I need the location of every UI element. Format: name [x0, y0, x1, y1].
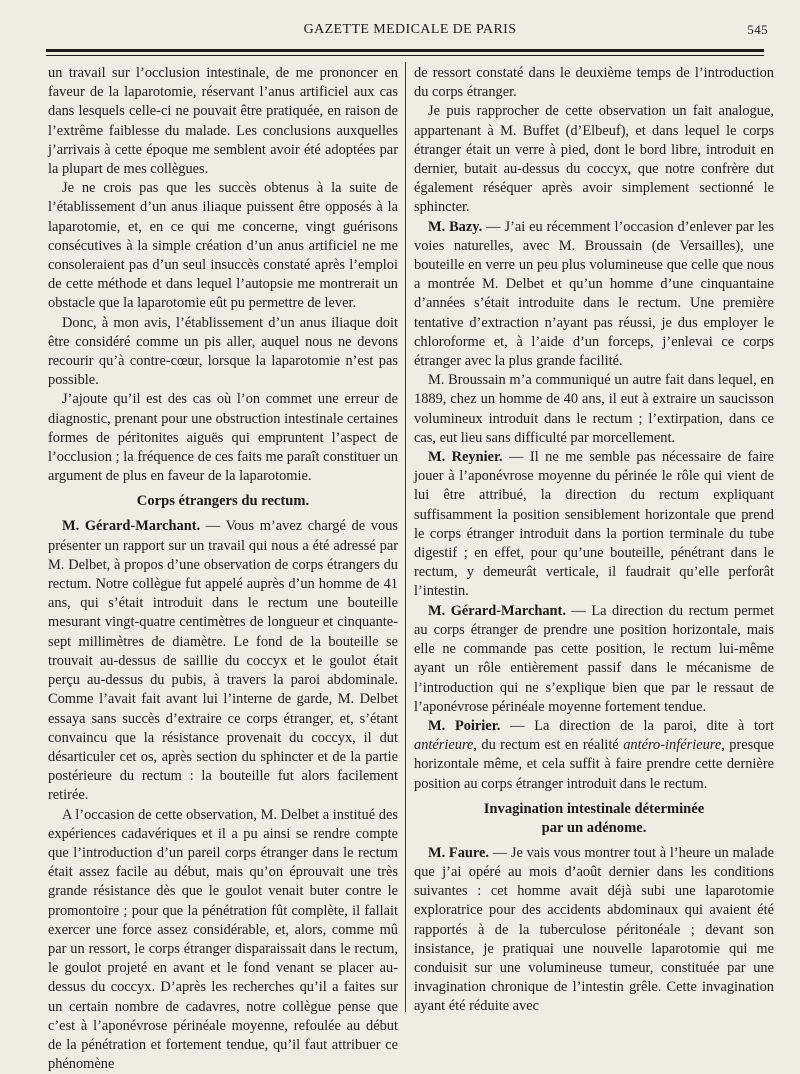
paragraph-text: , presque horizontale même, et cela suffit à faire prendre cette dernière position au corps étranger introduit dans le rectum. [414, 737, 775, 792]
speaker-name: M. Reynier. [428, 449, 503, 466]
paragraph: Je puis rapprocher de cette observation un fait analogue, appartenant à M. Buffet (d’Elbeuf), et dans lequel le corps étranger était un verre à pied, dont le bord libre, introduit en dernier, butait au-dessus du coccyx, que notre confrère dut également réséquer après avoir simplement sectionné le sphincter. [414, 103, 774, 216]
speaker-name: M. Poirier. [428, 717, 501, 734]
paragraph: Donc, à mon avis, l’établissement d’un anus iliaque doit être considéré comme un pis aller, auquel nous ne devons recourir qu’à contre-cœur, lorsque la laparotomie n’est pas possible. [48, 314, 398, 389]
journal-title: GAZETTE MEDICALE DE PARIS [303, 22, 517, 37]
paragraph: J’ajoute qu’il est des cas où l’on commet une erreur de diagnostic, prenant pour une obstruction intestinale certaines formes de péritonites aiguës qui empruntent l’aspect de l’occlusion ; la fréquence de ces faits me paraît constituer un argument de plus en faveur de la laparotomie. [48, 391, 398, 485]
heading-line: par un adénome. [541, 819, 647, 836]
paragraph-text: , du rectum est en réalité [473, 737, 624, 754]
paragraph [414, 448, 774, 602]
heading-line: Invagination intestinale déterminée [483, 800, 705, 817]
paragraph-text: — J’ai eu récemment l’occasion d’enlever par les voies naturelles, avec M. Broussain (de Versailles), une bouteille en verre un peu plus volumineuse que celle que nous a montrée M. Delbet et qu’un homme d’une cinquantaine d’années s’était introduite dans le rectum. Une première tentative d’extraction n’ayant pas réussi, je dus employer le chloroforme et, à l’aide d’un forceps, j’enlevai ce corps étranger avec la plus grande facilité. [414, 218, 774, 370]
paragraph [414, 218, 774, 372]
right-column [414, 64, 774, 1017]
paragraph: de ressort constaté dans le deuxième temps de l’introduction du corps étranger. [414, 65, 774, 101]
paragraph: M. Broussain m’a communiqué un autre fait dans lequel, en 1889, chez un homme de 40 ans, il eut à extraire un saucisson volumineux introduit dans le rectum ; l’extirpation, dans ce cas, eut lieu sans difficulté par morcellement. [414, 372, 774, 446]
paragraph: A l’occasion de cette observation, M. Delbet a institué des expériences cadavériques et il a pu ainsi se rendre compte que l’introduction d’un pareil corps étranger dans le rectum était assez facile au début, mais qu’on éprouvait une très grande résistance dès que le goulot venait buter contre le promontoire ; pour que la pénétration fût complète, il fallait exercer une force assez considérable, et, alors, comme mû par un ressort, le corps étranger disparaissait dans le rectum, le goulot projeté en avant et le fond venant se placer au-dessus du coccyx. D’après les recherches qu’il a faites sur un certain nombre de cadavres, notre collègue pense que c’est à l’aponévrose périnéale moyenne, refoulée au début de la pénétration et fortement tendue, qu’il faut attribuer ce phénomène [48, 806, 398, 1073]
section-heading [414, 800, 774, 838]
speaker-name: M. Bazy. [428, 218, 483, 235]
section-heading: Corps étrangers du rectum. [136, 493, 310, 510]
header-rule-thick [46, 49, 764, 52]
italic-term: antérieure [414, 737, 474, 754]
paragraph-text: — Vous m’avez chargé de vous présenter un rapport sur un travail qui nous a été adressé par M. Delbet, à propos d’une observation de corps étrangers du rectum. Notre collègue fut appelé auprès d’un homme de 41 ans, qui s’était introduit dans le rectum une bouteille mesurant vingt-quatre centimètres de longueur et cinquante-sept millimètres de diamètre. Le fond de la bouteille se trouvait au-dessus de saillie du coccyx et le goulot était perçu au-dessus du pubis, à travers la paroi abdominale. Comme l’avait fait avant lui l’interne de garde, M. Delbet essaya sans succès d’extraire ce corps étranger, et, s’étant convaincu que la résistance provenait du coccyx, il dut désarticuler cet os, après section du sphincter et de la partie postérieure du rectum : la bouteille fut alors facilement retirée. [48, 518, 398, 804]
italic-term: antéro-inférieure [623, 737, 722, 754]
page-number: 545 [747, 22, 768, 37]
speaker-name: M. Gérard-Marchant. [428, 602, 566, 619]
paragraph-text: — La direction de la paroi, dite à tort [500, 717, 774, 734]
paragraph-text: — Je vais vous montrer tout à l’heure un malade que j’ai opéré au mois d’août dernier dans les conditions suivantes : cet homme avait déjà subi une laparotomie exploratrice pour des accidents abdominaux qui avaient été rapportés à de la tuberculose péritonéale ; devant son insistance, je pratiquai une nouvelle laparotomie qui me conduisit sur une volumineuse tumeur, constituée par une invagination chronique de l’intestin grêle. Cette invagination ayant été réduite avec [414, 844, 774, 1015]
header-rule-thin [46, 55, 764, 56]
column-divider [405, 62, 406, 1012]
paragraph-text: — La direction du rectum permet au corps étranger de prendre une position horizontale, mais elle ne commande pas cette position, le rectum lui-même ayant un rôle entièrement passif dans le mécanisme de l’introduction qui ne s’explique bien que par le ressaut de l’aponévrose périnéale moyenne fortement tendue. [414, 602, 774, 715]
paragraph: Je ne crois pas que les succès obtenus à la suite de l’établissement d’un anus iliaque puissent être opposés à la laparotomie, et, en ce qui me concerne, vingt guérisons consécutives à la simple création d’un anus artificiel ne me consoleraient pas d’un seul insuccès constaté après l’emploi de cette méthode et dans lequel l’autopsie me montrerait un obstacle que la laparotomie eût pu permettre de lever. [48, 180, 398, 312]
left-column [48, 64, 398, 1074]
paragraph [414, 602, 774, 717]
speaker-name: M. Gérard-Marchant. [62, 518, 201, 535]
paragraph-text: — Il ne me semble pas nécessaire de faire jouer à l’aponévrose moyenne du périnée le rôle qui vient de lui être attribué, la direction du rectum expliquant suffisamment la position sensiblement horizontale que prend le corps étranger introduit dans la portion terminale du tube digestif ; en effet, pour qu’une bouteille, pénétrant dans le rectum, y demeurât verticale, il faudrait qu’elle perforât l’intestin. [414, 449, 774, 600]
paragraph [48, 517, 398, 805]
paragraph: un travail sur l’occlusion intestinale, de me prononcer en faveur de la laparotomie, réservant l’anus artificiel aux cas dans lesquels celle-ci ne pouvait être pratiquée, en raison de l’extrême faiblesse du malade. Les conclusions auxquelles j’arrivais à cette époque me semblent avoir été adoptées par la plupart de mes collègues. [48, 65, 398, 178]
speaker-name: M. Faure. [428, 844, 490, 861]
paragraph [414, 844, 774, 1017]
page-header [40, 20, 780, 44]
paragraph [414, 717, 774, 794]
